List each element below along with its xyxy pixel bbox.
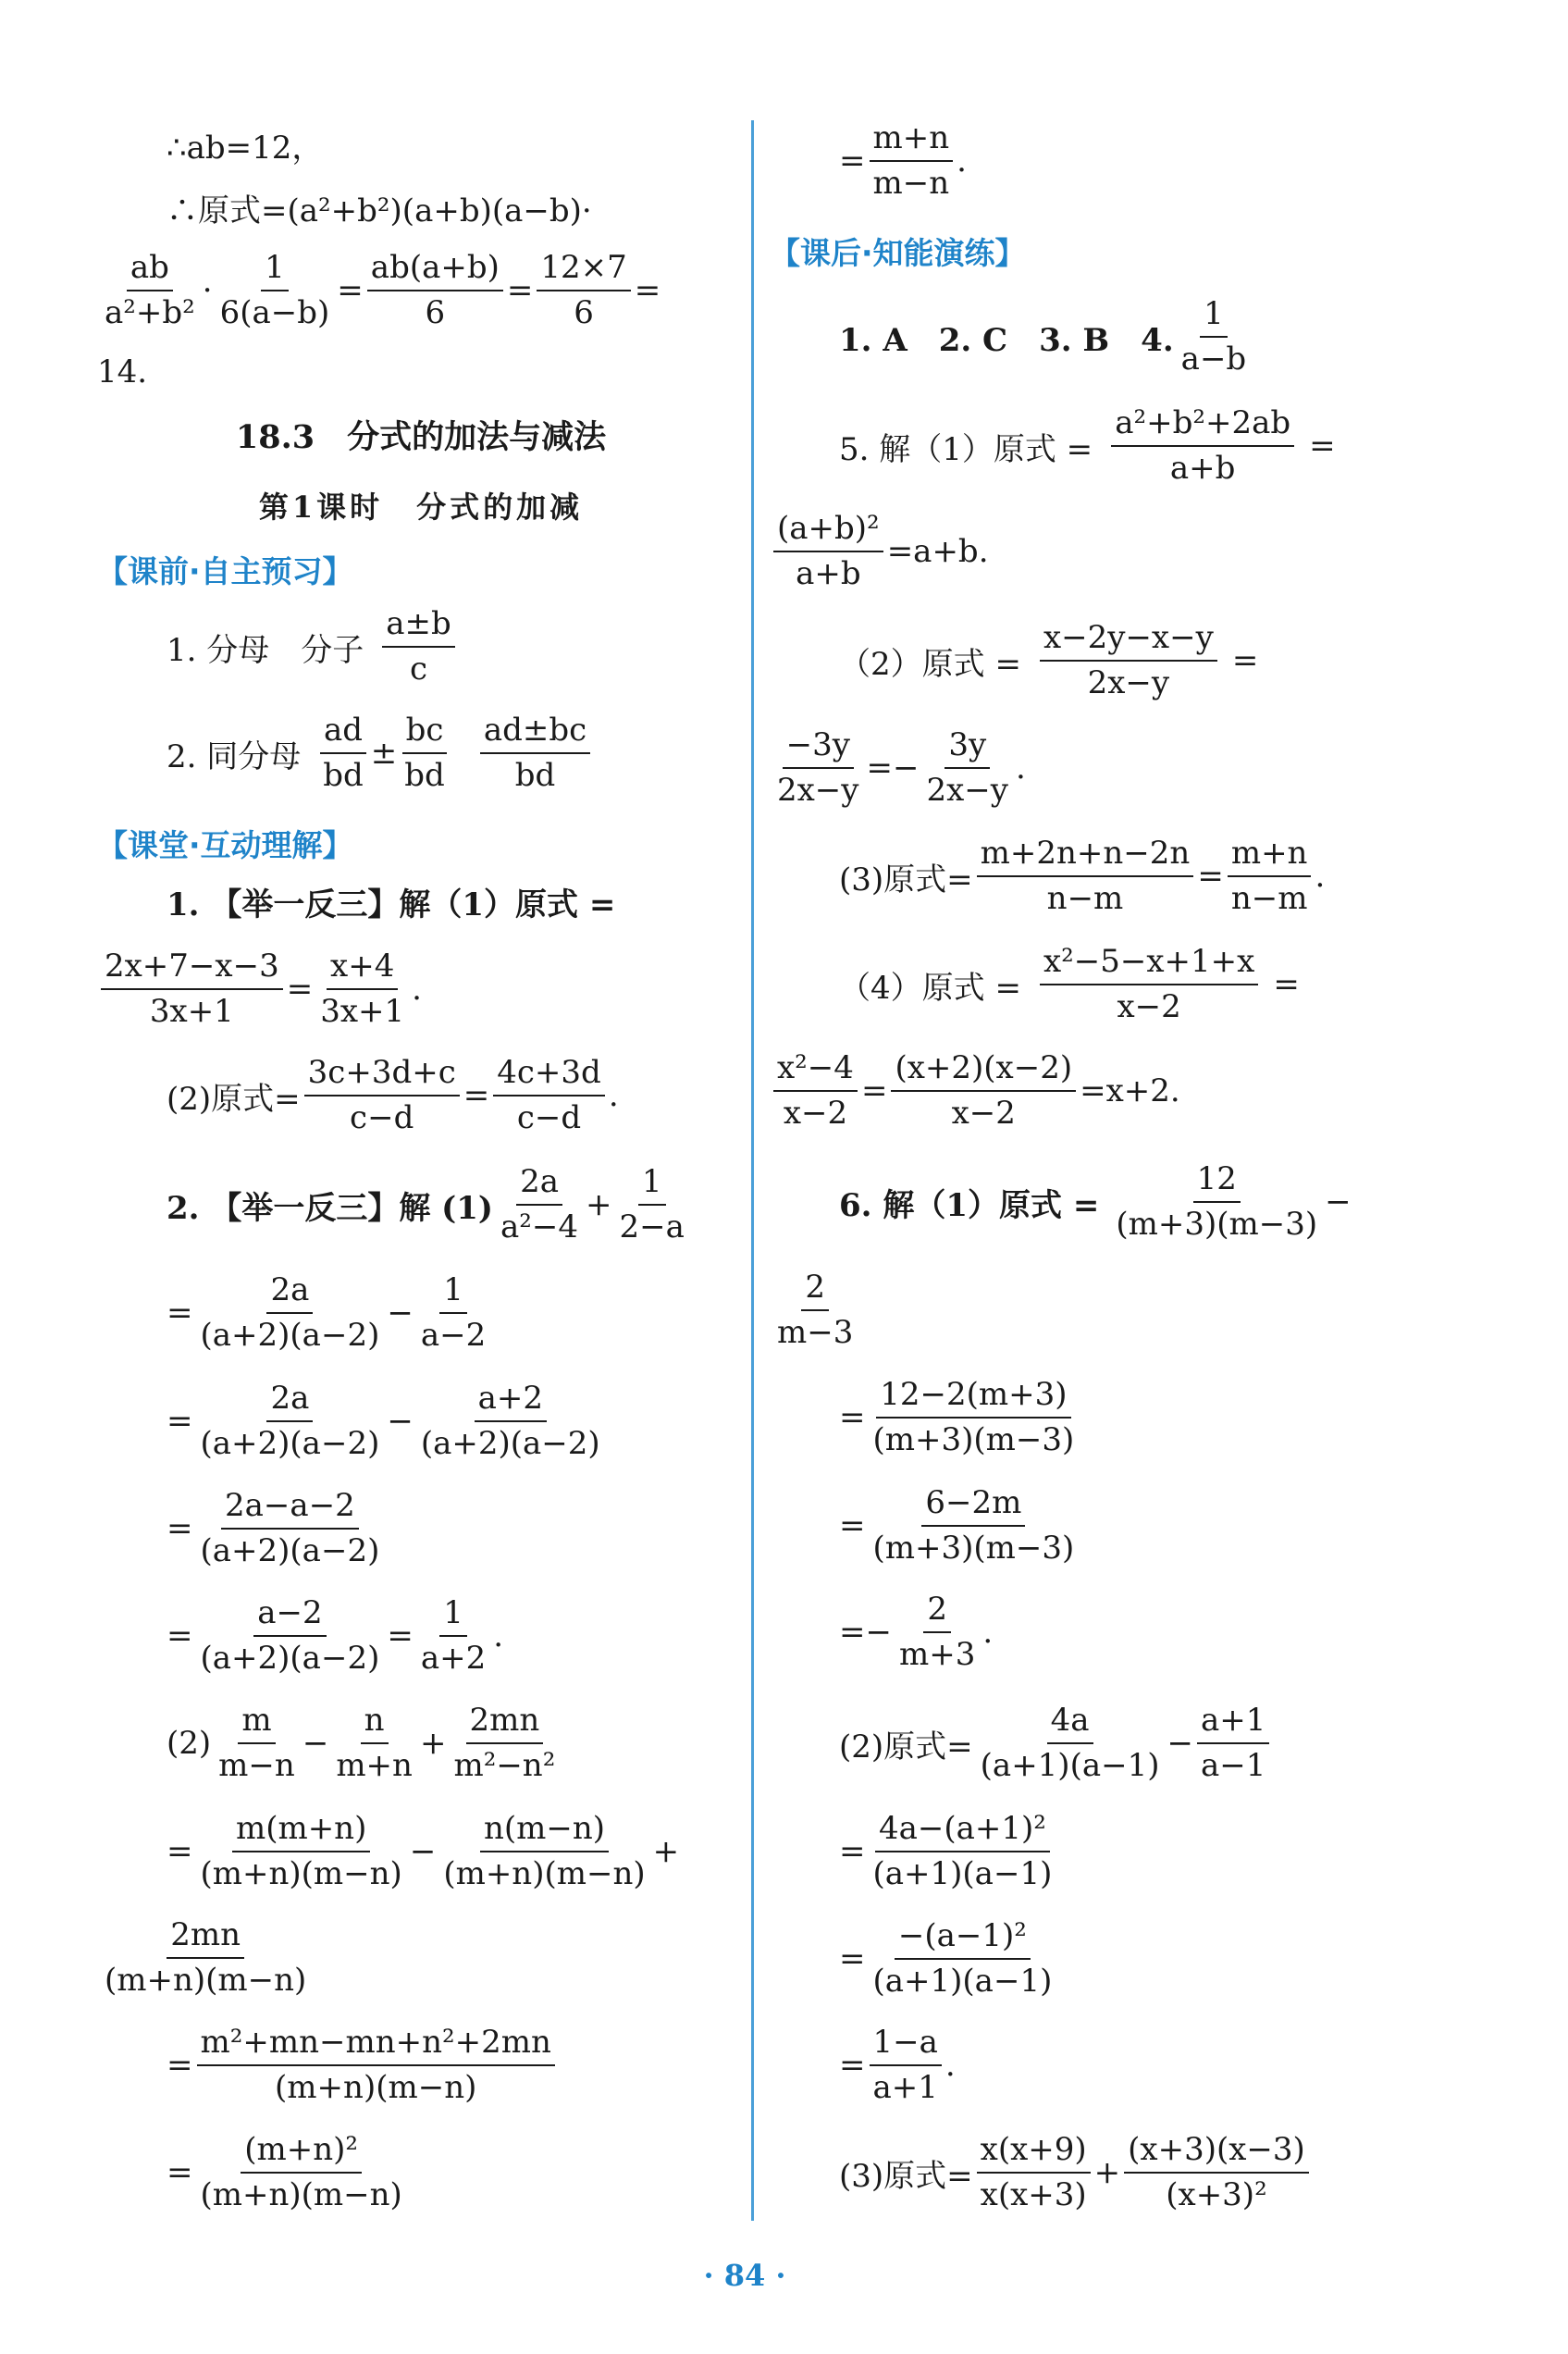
math-text: = (167, 1295, 193, 1332)
numerator: x(x+9) (977, 2132, 1091, 2174)
denominator: (a+1)(a−1) (872, 1963, 1053, 2001)
fraction (401, 712, 449, 794)
answer-line (97, 606, 745, 688)
math-text: 1. 【举一反三】解（1）原式 = (167, 886, 616, 923)
math-text: = (839, 142, 866, 180)
numerator: 1−a (870, 2025, 942, 2066)
equation-line (97, 1488, 745, 1569)
denominator: m²−n² (453, 1747, 556, 1785)
fraction (773, 1050, 858, 1132)
numerator: (x+2)(x−2) (891, 1050, 1076, 1092)
math-text: = (167, 1617, 193, 1655)
math-text: = (506, 272, 534, 310)
column-divider (751, 120, 754, 2221)
denominator: 3x+1 (320, 993, 405, 1031)
denominator: n−m (1046, 880, 1124, 918)
fraction (417, 1272, 489, 1354)
fraction (537, 250, 630, 331)
math-text: = (839, 2047, 866, 2085)
math-text: + (1093, 2154, 1121, 2192)
denominator: bd (514, 757, 556, 795)
math-text: (3)原式= (839, 861, 973, 898)
numerator: 4a (1047, 1703, 1093, 1744)
denominator: 2x−y (1087, 664, 1170, 702)
denominator: c−d (516, 1099, 582, 1137)
question-line (770, 1161, 1422, 1243)
denominator: a−b (1180, 341, 1247, 378)
equation-line (770, 1811, 1422, 1892)
lesson-title (97, 484, 745, 527)
denominator: a+b (1169, 450, 1236, 488)
math-text: 2. 【举一反三】解 (1) (167, 1189, 493, 1227)
equation-line (770, 1703, 1422, 1784)
denominator: m−3 (777, 1314, 854, 1352)
fraction (1111, 405, 1294, 487)
equation-line (770, 511, 1422, 592)
fraction (197, 2132, 406, 2213)
section-heading-class (97, 822, 745, 865)
denominator: (a+2)(a−2) (200, 1640, 380, 1678)
math-text: 14. (97, 353, 148, 390)
text-line (97, 122, 745, 167)
denominator: (a+2)(a−2) (420, 1425, 600, 1463)
math-text: (2)原式= (167, 1080, 301, 1118)
numerator: n(m−n) (480, 1811, 609, 1852)
numerator: a+1 (1197, 1703, 1269, 1744)
numerator: x+4 (327, 948, 398, 990)
fraction (616, 1164, 688, 1245)
denominator: (m+3)(m−3) (1116, 1206, 1318, 1244)
section-heading-preview (97, 548, 745, 591)
math-text: − (1325, 1183, 1352, 1221)
fraction (493, 1055, 605, 1136)
fraction (497, 1164, 582, 1245)
denominator: x−2 (951, 1095, 1016, 1133)
math-text: . (1016, 750, 1026, 787)
equation-line (97, 2025, 745, 2106)
math-text: . (412, 971, 422, 1009)
numerator: 3c+3d+c (304, 1055, 460, 1096)
equation-line (770, 120, 1422, 202)
equation-line (770, 1592, 1422, 1673)
math-text: 18.3 分式的加法与减法 (235, 418, 607, 456)
math-text: + (586, 1186, 612, 1224)
math-text: . (493, 1617, 504, 1655)
math-text: − (409, 1833, 437, 1871)
math-text: . (608, 1077, 619, 1115)
denominator: a+1 (872, 2069, 938, 2107)
math-text: = (387, 1617, 414, 1655)
numerator: m²+mn−mn+n²+2mn (197, 2025, 555, 2066)
equation-line (97, 1055, 745, 1136)
numerator: m+n (870, 120, 954, 162)
denominator: a−1 (1201, 1747, 1266, 1785)
numerator: 2 (923, 1592, 951, 1633)
fraction (319, 712, 367, 794)
equation-line (770, 836, 1422, 917)
numerator: 2mn (466, 1703, 544, 1744)
fraction (870, 1377, 1079, 1458)
numerator: a±b (382, 606, 455, 648)
numerator: ad (320, 712, 366, 754)
equation-line (770, 2132, 1422, 2213)
math-text: =− (839, 1614, 892, 1652)
fraction (480, 712, 590, 794)
math-text: = (634, 272, 661, 310)
fraction (773, 511, 883, 592)
fraction (1228, 836, 1312, 917)
denominator: (m+3)(m−3) (872, 1530, 1075, 1567)
denominator: x−2 (783, 1095, 848, 1133)
math-text: ∴原式=(a²+b²)(a+b)(a−b)· (167, 192, 592, 229)
numerator: a−2 (253, 1595, 326, 1637)
question-line (97, 879, 745, 924)
denominator: (m+n)(m−n) (200, 2176, 402, 2214)
math-text: = (337, 272, 364, 310)
equation-line (770, 2025, 1422, 2106)
math-text: = (167, 2154, 193, 2192)
math-text: = (167, 1510, 193, 1548)
numerator: 1 (439, 1595, 467, 1637)
numerator: m+2n+n−2n (977, 836, 1194, 877)
fraction (895, 1592, 979, 1673)
numerator: 3y (945, 727, 990, 769)
numerator: m+n (1228, 836, 1312, 877)
math-text: = (167, 1403, 193, 1441)
fraction (923, 727, 1013, 809)
denominator: a+b (796, 555, 861, 593)
numerator: m(m+n) (232, 1811, 370, 1852)
fraction (197, 1811, 406, 1892)
fraction (773, 1270, 857, 1351)
fraction (304, 1055, 460, 1136)
fraction (773, 727, 863, 809)
fraction (1112, 1161, 1321, 1243)
math-text: 第1课时 分式的加减 (258, 489, 584, 525)
math-text: = (1231, 642, 1259, 680)
denominator: n−m (1230, 880, 1308, 918)
denominator: c (409, 650, 428, 688)
fraction (215, 1703, 299, 1784)
numerator: a+2 (475, 1381, 547, 1422)
numerator: a²+b²+2ab (1111, 405, 1294, 447)
text-line (97, 185, 745, 230)
numerator: ad±bc (480, 712, 590, 754)
math-text: =x+2. (1080, 1072, 1180, 1110)
numerator: ab(a+b) (367, 250, 503, 291)
fraction (1040, 620, 1217, 701)
fraction (417, 1595, 489, 1677)
numerator: 2a (516, 1164, 562, 1206)
fraction (439, 1811, 648, 1892)
fraction (1040, 944, 1258, 1025)
answer-line (97, 712, 745, 794)
numerator: 4a−(a+1)² (875, 1811, 1050, 1852)
math-text: ∴ab=12， (167, 130, 324, 167)
equation-line (770, 1377, 1422, 1458)
question-line (97, 1164, 745, 1245)
equation-line (97, 2132, 745, 2213)
fraction (216, 250, 334, 331)
denominator: m−n (218, 1747, 295, 1785)
denominator: 6 (425, 294, 446, 332)
math-text: . (1315, 858, 1326, 896)
math-text: . (945, 2047, 956, 2085)
denominator: a²−4 (500, 1208, 579, 1246)
equation-line (97, 1272, 745, 1354)
equation-line (770, 727, 1422, 809)
math-text: = (286, 971, 314, 1009)
math-text: . (957, 142, 967, 180)
fraction (1197, 1703, 1269, 1784)
fraction (977, 2132, 1091, 2213)
numerator: n (361, 1703, 389, 1744)
math-text: 2. 同分母 (167, 737, 302, 775)
fraction (197, 1595, 384, 1677)
equation-line (770, 1485, 1422, 1567)
numerator: −3y (783, 727, 854, 769)
numerator: (a+b)² (773, 511, 883, 552)
math-text: + (652, 1833, 680, 1871)
math-text: · (202, 272, 213, 310)
denominator: a+2 (420, 1640, 487, 1678)
math-text: = (860, 1072, 888, 1110)
equation-line (770, 1918, 1422, 2000)
denominator: (m+n)(m−n) (105, 1962, 307, 2000)
fraction (870, 120, 954, 202)
math-text: − (1167, 1725, 1193, 1763)
math-text: 【课前·自主预习】 (97, 553, 353, 589)
numerator: 1 (439, 1272, 467, 1314)
equation-line (97, 1703, 745, 1784)
numerator: 6−2m (921, 1485, 1025, 1527)
numerator: 2a−a−2 (221, 1488, 359, 1530)
numerator: m (238, 1703, 275, 1744)
equation-line (97, 948, 745, 1030)
equation-line (97, 250, 745, 331)
equation-line (770, 944, 1422, 1025)
equation-line (770, 620, 1422, 701)
math-text: （2）原式 = (839, 645, 1021, 683)
math-text: =a+b. (886, 533, 989, 571)
fraction (870, 1918, 1056, 2000)
math-text: 1. 分母 分子 (167, 631, 364, 669)
fraction (197, 1488, 384, 1569)
math-text: − (387, 1403, 414, 1441)
math-text: = (839, 1399, 866, 1437)
math-text: 5. 解（1）原式 = (839, 430, 1093, 468)
fraction (197, 1272, 384, 1354)
denominator: (m+n)(m−n) (275, 2069, 477, 2107)
fraction (101, 948, 283, 1030)
equation-line (97, 1595, 745, 1677)
equation-line (770, 1270, 1422, 1351)
fraction (332, 1703, 416, 1784)
answer-line (770, 296, 1422, 378)
numerator: 2a (266, 1381, 313, 1422)
numerator: 12−2(m+3) (876, 1377, 1070, 1419)
denominator: (a+2)(a−2) (200, 1532, 380, 1570)
denominator: (m+n)(m−n) (200, 1855, 402, 1893)
fraction (870, 2025, 942, 2106)
numerator: (m+n)² (241, 2132, 362, 2174)
math-text: (2)原式= (839, 1728, 973, 1766)
fraction (382, 606, 455, 688)
math-text: = (1309, 427, 1336, 465)
denominator: x−2 (1117, 988, 1181, 1026)
fraction (977, 1703, 1164, 1784)
denominator: 6 (574, 294, 594, 332)
numerator: 1 (638, 1164, 666, 1206)
numerator: (x+3)(x−3) (1124, 2132, 1309, 2174)
denominator: 3x+1 (149, 993, 234, 1031)
numerator: 1 (1200, 296, 1228, 338)
fraction (101, 250, 199, 331)
denominator: (m+3)(m−3) (872, 1421, 1075, 1459)
math-text: 【课堂·互动理解】 (97, 827, 353, 863)
denominator: (a+1)(a−1) (872, 1855, 1053, 1893)
math-text: = (167, 2047, 193, 2085)
equation-line (97, 1381, 745, 1462)
math-text: 【课后·知能演练】 (770, 235, 1026, 271)
denominator: a−2 (420, 1317, 487, 1355)
numerator: 12 (1193, 1161, 1241, 1203)
denominator: m+3 (898, 1636, 976, 1674)
math-text: 1. A 2. C 3. B 4. (839, 321, 1174, 359)
equation-line (97, 1917, 745, 1999)
fraction (870, 1485, 1079, 1567)
math-text: . (982, 1614, 994, 1652)
numerator: 2a (266, 1272, 313, 1314)
fraction (417, 1381, 604, 1462)
denominator: 6(a−b) (219, 294, 330, 332)
equation-line (770, 1050, 1422, 1132)
denominator: 2−a (619, 1208, 685, 1246)
denominator: 2x−y (777, 772, 859, 810)
denominator: x(x+3) (980, 2176, 1087, 2214)
denominator: m+n (336, 1747, 413, 1785)
fraction (1124, 2132, 1309, 2213)
numerator: 4c+3d (493, 1055, 605, 1096)
denominator: bd (404, 757, 445, 795)
denominator: bd (323, 757, 364, 795)
fraction (450, 1703, 559, 1784)
math-text: 6. 解（1）原式 = (839, 1186, 1100, 1224)
denominator: 2x−y (926, 772, 1009, 810)
section-title (97, 412, 745, 458)
numerator: 1 (261, 250, 289, 291)
denominator: a²+b² (105, 294, 195, 332)
equation-line (770, 405, 1422, 487)
math-text: (2) (167, 1725, 212, 1763)
fraction (870, 1811, 1056, 1892)
numerator: x²−5−x+1+x (1040, 944, 1258, 985)
math-text: = (839, 1833, 866, 1871)
numerator: x−2y−x−y (1040, 620, 1217, 662)
math-text: = (839, 1940, 866, 1978)
denominator: (a+2)(a−2) (200, 1317, 380, 1355)
numerator: 2 (801, 1270, 829, 1311)
math-text: = (167, 1833, 193, 1871)
equation-line (97, 1811, 745, 1892)
math-text: − (387, 1295, 414, 1332)
fraction (367, 250, 503, 331)
math-text: ± (370, 735, 398, 773)
numerator: −(a−1)² (895, 1918, 1031, 1960)
fraction (977, 836, 1194, 917)
math-text: (3)原式= (839, 2157, 973, 2195)
numerator: bc (402, 712, 448, 754)
math-text: = (1197, 858, 1224, 896)
numerator: x²−4 (773, 1050, 858, 1092)
math-text: =− (866, 750, 920, 787)
fraction (891, 1050, 1076, 1132)
numerator: 12×7 (537, 250, 630, 291)
section-heading-after-class (770, 229, 1422, 273)
numerator: ab (127, 250, 173, 291)
denominator: (m+n)(m−n) (443, 1855, 646, 1893)
denominator: (x+3)² (1166, 2176, 1267, 2214)
math-text: = (463, 1077, 490, 1115)
denominator: (a+1)(a−1) (980, 1747, 1160, 1785)
page-number: · 84 · (703, 2258, 786, 2293)
denominator: m−n (872, 165, 950, 203)
math-text: = (1273, 966, 1300, 1004)
math-text: + (419, 1725, 447, 1763)
fraction (197, 2025, 555, 2106)
text-line (97, 353, 745, 390)
math-text: （4）原式 = (839, 969, 1021, 1007)
fraction (1178, 296, 1251, 378)
denominator: c−d (350, 1099, 414, 1137)
numerator: 2mn (167, 1917, 244, 1959)
math-text: − (302, 1725, 329, 1763)
numerator: 2x+7−x−3 (101, 948, 283, 990)
denominator: (a+2)(a−2) (200, 1425, 380, 1463)
fraction (101, 1917, 310, 1999)
math-text: = (839, 1507, 866, 1545)
fraction (197, 1381, 384, 1462)
fraction (316, 948, 408, 1030)
